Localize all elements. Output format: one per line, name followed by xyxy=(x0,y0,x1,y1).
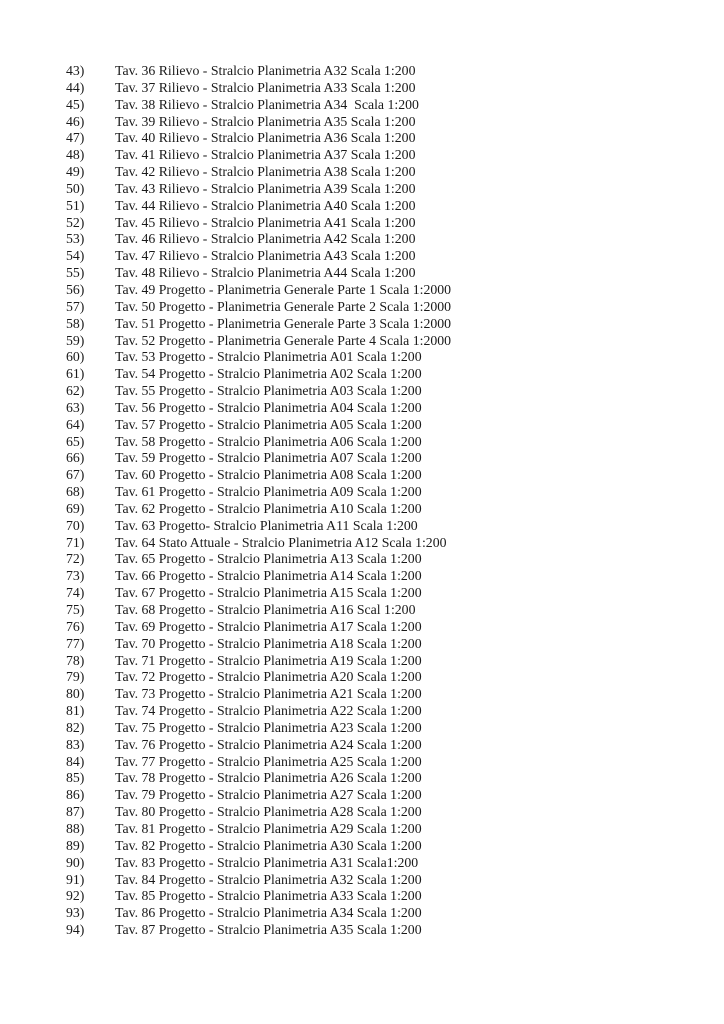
list-item-text: Tav. 86 Progetto - Stralcio Planimetria A34 Scala 1:200 xyxy=(115,905,422,921)
list-item-number: 74) xyxy=(66,585,85,601)
list-item-text: Tav. 38 Rilievo - Stralcio Planimetria A34 Scala 1:200 xyxy=(115,96,419,112)
list-item-text: Tav. 42 Rilievo - Stralcio Planimetria A38 Scala 1:200 xyxy=(115,164,416,180)
list-item xyxy=(66,636,451,653)
list-item xyxy=(66,602,451,619)
list-item-text: Tav. 67 Progetto - Stralcio Planimetria A15 Scala 1:200 xyxy=(115,585,422,601)
list-item-text: Tav. 57 Progetto - Stralcio Planimetria A05 Scala 1:200 xyxy=(115,416,422,432)
list-item-number: 89) xyxy=(66,837,85,853)
list-item-text: Tav. 48 Rilievo - Stralcio Planimetria A44 Scala 1:200 xyxy=(115,265,416,281)
list-item-text: Tav. 43 Rilievo - Stralcio Planimetria A39 Scala 1:200 xyxy=(115,180,416,196)
list-item-number: 78) xyxy=(66,652,85,668)
list-item xyxy=(66,63,451,80)
list-item xyxy=(66,215,451,232)
list-item-text: Tav. 58 Progetto - Stralcio Planimetria A06 Scala 1:200 xyxy=(115,433,422,449)
list-item-number: 43) xyxy=(66,63,85,78)
list-item xyxy=(66,484,451,501)
list-item xyxy=(66,265,451,282)
list-item xyxy=(66,804,451,821)
list-item xyxy=(66,130,451,147)
list-item xyxy=(66,905,451,922)
list-item-text: Tav. 84 Progetto - Stralcio Planimetria A32 Scala 1:200 xyxy=(115,871,422,887)
list-item-number: 76) xyxy=(66,618,85,634)
list-item-text: Tav. 41 Rilievo - Stralcio Planimetria A37 Scala 1:200 xyxy=(115,147,416,163)
list-item xyxy=(66,568,451,585)
list-item xyxy=(66,467,451,484)
list-item xyxy=(66,535,451,552)
list-item-text: Tav. 61 Progetto - Stralcio Planimetria A09 Scala 1:200 xyxy=(115,484,422,500)
list-item-number: 55) xyxy=(66,265,85,281)
list-item xyxy=(66,450,451,467)
list-item xyxy=(66,333,451,350)
list-item-number: 88) xyxy=(66,820,85,836)
list-item-text: Tav. 78 Progetto - Stralcio Planimetria A26 Scala 1:200 xyxy=(115,770,422,786)
list-item-number: 86) xyxy=(66,787,85,803)
list-item xyxy=(66,770,451,787)
list-item-text: Tav. 66 Progetto - Stralcio Planimetria A14 Scala 1:200 xyxy=(115,568,422,584)
list-item-number: 92) xyxy=(66,888,85,904)
list-item-text: Tav. 83 Progetto - Stralcio Planimetria A31 Scala1:200 xyxy=(115,854,419,870)
list-item-number: 82) xyxy=(66,719,85,735)
list-item xyxy=(66,349,451,366)
list-item xyxy=(66,181,451,198)
list-item-number: 59) xyxy=(66,332,85,348)
list-item-text: Tav. 36 Rilievo - Stralcio Planimetria A32 Scala 1:200 xyxy=(115,63,416,78)
list-item-text: Tav. 63 Progetto- Stralcio Planimetria A11 Scala 1:200 xyxy=(115,517,418,533)
list-item-text: Tav. 59 Progetto - Stralcio Planimetria A07 Scala 1:200 xyxy=(115,450,422,466)
list-item-number: 62) xyxy=(66,383,85,399)
list-item-number: 51) xyxy=(66,197,85,213)
list-item-number: 49) xyxy=(66,164,85,180)
list-item-text: Tav. 77 Progetto - Stralcio Planimetria A25 Scala 1:200 xyxy=(115,753,422,769)
list-item-number: 65) xyxy=(66,433,85,449)
list-item xyxy=(66,80,451,97)
list-item xyxy=(66,198,451,215)
list-item xyxy=(66,551,451,568)
list-item-text: Tav. 52 Progetto - Planimetria Generale Parte 4 Scala 1:2000 xyxy=(115,332,452,348)
list-item-number: 83) xyxy=(66,736,85,752)
list-item-number: 64) xyxy=(66,416,85,432)
list-item-number: 54) xyxy=(66,248,85,264)
list-item-number: 72) xyxy=(66,551,85,567)
list-item xyxy=(66,737,451,754)
list-item-text: Tav. 39 Rilievo - Stralcio Planimetria A35 Scala 1:200 xyxy=(115,113,416,129)
list-item-number: 79) xyxy=(66,669,85,685)
list-item-number: 45) xyxy=(66,96,85,112)
list-item xyxy=(66,400,451,417)
list-item-number: 47) xyxy=(66,130,85,146)
list-item-text: Tav. 69 Progetto - Stralcio Planimetria A17 Scala 1:200 xyxy=(115,618,422,634)
list-item xyxy=(66,282,451,299)
list-item-text: Tav. 81 Progetto - Stralcio Planimetria A29 Scala 1:200 xyxy=(115,820,422,836)
list-item-number: 69) xyxy=(66,500,85,516)
list-item-number: 71) xyxy=(66,534,85,550)
list-item-number: 87) xyxy=(66,804,85,820)
list-item xyxy=(66,299,451,316)
list-item-number: 81) xyxy=(66,703,85,719)
list-item xyxy=(66,686,451,703)
list-item-text: Tav. 49 Progetto - Planimetria Generale Parte 1 Scala 1:2000 xyxy=(115,281,452,297)
list-item-text: Tav. 45 Rilievo - Stralcio Planimetria A41 Scala 1:200 xyxy=(115,214,416,230)
list-item xyxy=(66,518,451,535)
list-item-number: 94) xyxy=(66,922,85,938)
list-item-number: 91) xyxy=(66,871,85,887)
list-item-number: 75) xyxy=(66,602,85,617)
list-item-number: 66) xyxy=(66,450,85,466)
list-item-text: Tav. 44 Rilievo - Stralcio Planimetria A40 Scala 1:200 xyxy=(115,197,416,213)
list-item-number: 85) xyxy=(66,770,85,786)
list-item-text: Tav. 51 Progetto - Planimetria Generale Parte 3 Scala 1:2000 xyxy=(115,315,452,331)
plate-list xyxy=(66,63,451,939)
list-item xyxy=(66,231,451,248)
list-item-number: 58) xyxy=(66,315,85,331)
list-item-number: 67) xyxy=(66,467,85,483)
list-item xyxy=(66,922,451,939)
list-item-number: 44) xyxy=(66,79,85,95)
list-item-text: Tav. 79 Progetto - Stralcio Planimetria A27 Scala 1:200 xyxy=(115,787,422,803)
list-item xyxy=(66,703,451,720)
list-item xyxy=(66,838,451,855)
list-item-text: Tav. 54 Progetto - Stralcio Planimetria A02 Scala 1:200 xyxy=(115,366,422,382)
list-item-text: Tav. 85 Progetto - Stralcio Planimetria A33 Scala 1:200 xyxy=(115,888,422,904)
list-item-number: 53) xyxy=(66,231,85,247)
list-item-number: 90) xyxy=(66,854,85,870)
list-item-text: Tav. 53 Progetto - Stralcio Planimetria A01 Scala 1:200 xyxy=(115,349,422,365)
list-item xyxy=(66,855,451,872)
list-item-text: Tav. 37 Rilievo - Stralcio Planimetria A33 Scala 1:200 xyxy=(115,79,416,95)
list-item-text: Tav. 62 Progetto - Stralcio Planimetria A10 Scala 1:200 xyxy=(115,500,422,516)
list-item-number: 57) xyxy=(66,298,85,314)
list-item-number: 46) xyxy=(66,113,85,129)
list-item-text: Tav. 74 Progetto - Stralcio Planimetria A22 Scala 1:200 xyxy=(115,703,422,719)
list-item xyxy=(66,434,451,451)
list-item-number: 84) xyxy=(66,753,85,769)
list-item-text: Tav. 72 Progetto - Stralcio Planimetria A20 Scala 1:200 xyxy=(115,669,422,685)
list-item-text: Tav. 60 Progetto - Stralcio Planimetria A08 Scala 1:200 xyxy=(115,467,422,483)
list-item xyxy=(66,147,451,164)
list-item-number: 73) xyxy=(66,568,85,584)
list-item-number: 50) xyxy=(66,180,85,196)
list-item-text: Tav. 73 Progetto - Stralcio Planimetria A21 Scala 1:200 xyxy=(115,686,422,702)
list-item-text: Tav. 68 Progetto - Stralcio Planimetria A16 Scal 1:200 xyxy=(115,602,416,617)
list-item-text: Tav. 47 Rilievo - Stralcio Planimetria A43 Scala 1:200 xyxy=(115,248,416,264)
list-item-number: 60) xyxy=(66,349,85,365)
list-item xyxy=(66,872,451,889)
list-item xyxy=(66,585,451,602)
list-item-text: Tav. 82 Progetto - Stralcio Planimetria A30 Scala 1:200 xyxy=(115,837,422,853)
list-item-text: Tav. 76 Progetto - Stralcio Planimetria A24 Scala 1:200 xyxy=(115,736,422,752)
list-item xyxy=(66,754,451,771)
list-item xyxy=(66,669,451,686)
list-item-number: 61) xyxy=(66,366,85,382)
list-item-text: Tav. 55 Progetto - Stralcio Planimetria A03 Scala 1:200 xyxy=(115,383,422,399)
list-item-number: 77) xyxy=(66,635,85,651)
list-item-text: Tav. 70 Progetto - Stralcio Planimetria A18 Scala 1:200 xyxy=(115,635,422,651)
list-item xyxy=(66,164,451,181)
list-item-number: 68) xyxy=(66,484,85,500)
list-item-text: Tav. 65 Progetto - Stralcio Planimetria A13 Scala 1:200 xyxy=(115,551,422,567)
list-item-number: 48) xyxy=(66,147,85,163)
list-item-number: 63) xyxy=(66,399,85,415)
list-item-text: Tav. 64 Stato Attuale - Stralcio Planimetria A12 Scala 1:200 xyxy=(115,534,447,550)
list-item-text: Tav. 50 Progetto - Planimetria Generale Parte 2 Scala 1:2000 xyxy=(115,298,452,314)
list-item xyxy=(66,821,451,838)
list-item-number: 56) xyxy=(66,281,85,297)
list-item-text: Tav. 75 Progetto - Stralcio Planimetria A23 Scala 1:200 xyxy=(115,719,422,735)
list-item xyxy=(66,787,451,804)
list-item-text: Tav. 46 Rilievo - Stralcio Planimetria A42 Scala 1:200 xyxy=(115,231,416,247)
list-item-text: Tav. 87 Progetto - Stralcio Planimetria A35 Scala 1:200 xyxy=(115,922,422,938)
list-item xyxy=(66,501,451,518)
list-item-number: 93) xyxy=(66,905,85,921)
list-item xyxy=(66,653,451,670)
list-item xyxy=(66,383,451,400)
list-item-text: Tav. 56 Progetto - Stralcio Planimetria A04 Scala 1:200 xyxy=(115,399,422,415)
list-item-number: 52) xyxy=(66,214,85,230)
list-item-text: Tav. 80 Progetto - Stralcio Planimetria A28 Scala 1:200 xyxy=(115,804,422,820)
list-item xyxy=(66,97,451,114)
list-item-text: Tav. 40 Rilievo - Stralcio Planimetria A36 Scala 1:200 xyxy=(115,130,416,146)
list-item-text: Tav. 71 Progetto - Stralcio Planimetria A19 Scala 1:200 xyxy=(115,652,422,668)
list-item-number: 70) xyxy=(66,517,85,533)
list-item xyxy=(66,619,451,636)
list-item xyxy=(66,720,451,737)
list-item xyxy=(66,114,451,131)
list-item xyxy=(66,248,451,265)
list-item xyxy=(66,417,451,434)
list-item xyxy=(66,366,451,383)
list-item xyxy=(66,316,451,333)
list-item xyxy=(66,888,451,905)
list-item-number: 80) xyxy=(66,686,85,702)
